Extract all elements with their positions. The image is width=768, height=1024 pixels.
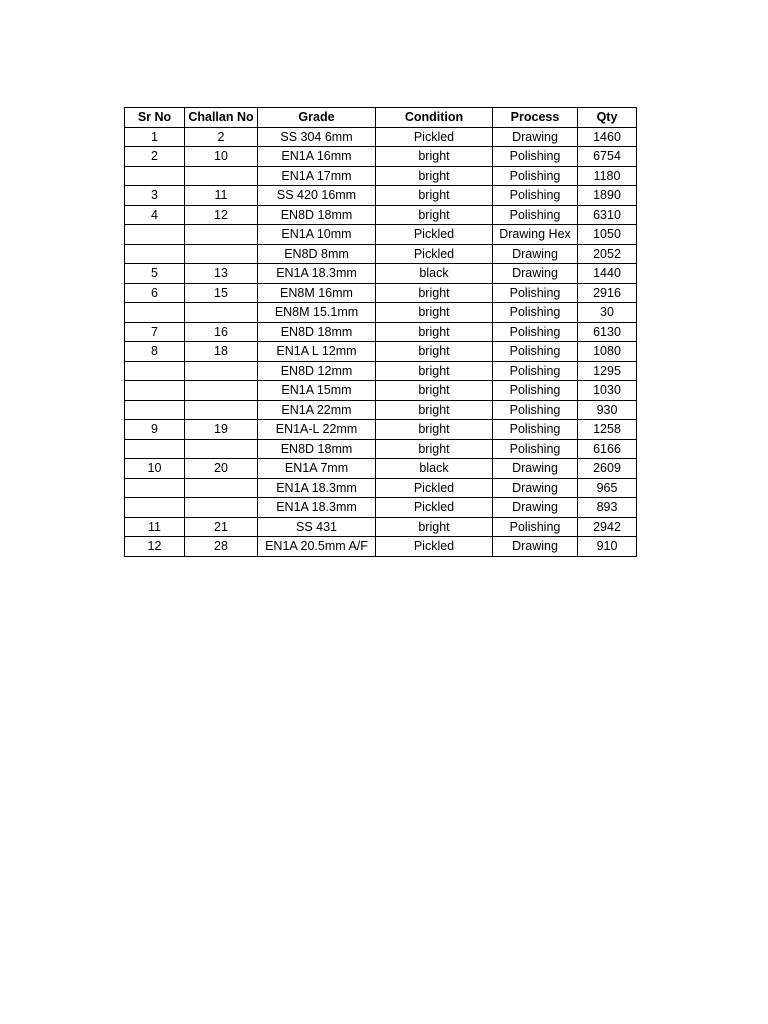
cell-challan-no: 20 xyxy=(185,459,258,479)
table-row xyxy=(125,459,637,479)
cell-challan-no xyxy=(185,381,258,401)
cell-condition: bright xyxy=(376,439,493,459)
cell-qty: 1080 xyxy=(578,342,637,362)
cell-condition: bright xyxy=(376,166,493,186)
cell-grade: SS 431 xyxy=(258,517,376,537)
cell-process: Polishing xyxy=(493,361,578,381)
cell-qty: 2052 xyxy=(578,244,637,264)
header-qty: Qty xyxy=(578,108,637,128)
cell-qty: 6130 xyxy=(578,322,637,342)
cell-process: Polishing xyxy=(493,381,578,401)
header-process: Process xyxy=(493,108,578,128)
table-row xyxy=(125,205,637,225)
cell-condition: bright xyxy=(376,205,493,225)
table-row xyxy=(125,147,637,167)
cell-process: Polishing xyxy=(493,439,578,459)
cell-grade: EN8D 18mm xyxy=(258,205,376,225)
cell-sr-no: 11 xyxy=(125,517,185,537)
cell-condition: bright xyxy=(376,303,493,323)
cell-challan-no xyxy=(185,166,258,186)
table-row xyxy=(125,283,637,303)
cell-grade: EN8D 8mm xyxy=(258,244,376,264)
cell-qty: 6754 xyxy=(578,147,637,167)
cell-sr-no xyxy=(125,166,185,186)
cell-condition: bright xyxy=(376,420,493,440)
cell-qty: 1295 xyxy=(578,361,637,381)
cell-qty: 2916 xyxy=(578,283,637,303)
table-row xyxy=(125,478,637,498)
cell-condition: black xyxy=(376,459,493,479)
cell-qty: 1258 xyxy=(578,420,637,440)
table-row xyxy=(125,439,637,459)
cell-grade: EN1A 18.3mm xyxy=(258,264,376,284)
cell-grade: EN8D 18mm xyxy=(258,322,376,342)
cell-sr-no: 2 xyxy=(125,147,185,167)
cell-qty: 6310 xyxy=(578,205,637,225)
cell-sr-no: 8 xyxy=(125,342,185,362)
cell-qty: 30 xyxy=(578,303,637,323)
cell-challan-no xyxy=(185,498,258,518)
cell-challan-no: 15 xyxy=(185,283,258,303)
cell-qty: 965 xyxy=(578,478,637,498)
table-row xyxy=(125,244,637,264)
cell-grade: EN8D 12mm xyxy=(258,361,376,381)
cell-grade: SS 304 6mm xyxy=(258,127,376,147)
cell-qty: 1440 xyxy=(578,264,637,284)
cell-challan-no: 19 xyxy=(185,420,258,440)
cell-condition: bright xyxy=(376,283,493,303)
cell-challan-no: 11 xyxy=(185,186,258,206)
cell-qty: 6166 xyxy=(578,439,637,459)
cell-sr-no: 6 xyxy=(125,283,185,303)
table-row xyxy=(125,127,637,147)
header-challan-no: Challan No xyxy=(185,108,258,128)
header-sr-no: Sr No xyxy=(125,108,185,128)
cell-process: Drawing Hex xyxy=(493,225,578,245)
cell-grade: EN8D 18mm xyxy=(258,439,376,459)
table-row xyxy=(125,322,637,342)
cell-challan-no xyxy=(185,478,258,498)
table-row xyxy=(125,537,637,557)
cell-challan-no: 2 xyxy=(185,127,258,147)
cell-process: Drawing xyxy=(493,127,578,147)
cell-sr-no: 7 xyxy=(125,322,185,342)
cell-process: Polishing xyxy=(493,205,578,225)
cell-condition: bright xyxy=(376,381,493,401)
cell-process: Polishing xyxy=(493,283,578,303)
cell-condition: bright xyxy=(376,147,493,167)
cell-qty: 910 xyxy=(578,537,637,557)
cell-grade: EN8M 16mm xyxy=(258,283,376,303)
cell-challan-no: 12 xyxy=(185,205,258,225)
table-row xyxy=(125,166,637,186)
table-row xyxy=(125,517,637,537)
cell-condition: black xyxy=(376,264,493,284)
cell-process: Drawing xyxy=(493,459,578,479)
cell-grade: EN1A L 12mm xyxy=(258,342,376,362)
cell-qty: 1890 xyxy=(578,186,637,206)
table-row xyxy=(125,420,637,440)
cell-condition: bright xyxy=(376,517,493,537)
cell-condition: bright xyxy=(376,322,493,342)
cell-qty: 2609 xyxy=(578,459,637,479)
cell-grade: EN1A 10mm xyxy=(258,225,376,245)
cell-grade: EN1A 7mm xyxy=(258,459,376,479)
cell-qty: 2942 xyxy=(578,517,637,537)
table-row xyxy=(125,225,637,245)
cell-grade: EN1A 18.3mm xyxy=(258,478,376,498)
table-row xyxy=(125,264,637,284)
cell-sr-no: 4 xyxy=(125,205,185,225)
cell-sr-no xyxy=(125,381,185,401)
cell-sr-no xyxy=(125,303,185,323)
cell-condition: Pickled xyxy=(376,127,493,147)
cell-process: Polishing xyxy=(493,303,578,323)
cell-process: Drawing xyxy=(493,244,578,264)
cell-process: Drawing xyxy=(493,264,578,284)
cell-grade: SS 420 16mm xyxy=(258,186,376,206)
cell-process: Polishing xyxy=(493,186,578,206)
cell-challan-no xyxy=(185,400,258,420)
cell-condition: bright xyxy=(376,342,493,362)
cell-grade: EN1A 16mm xyxy=(258,147,376,167)
table-row xyxy=(125,342,637,362)
challan-table xyxy=(124,107,637,557)
table-header xyxy=(125,108,637,128)
cell-challan-no xyxy=(185,244,258,264)
cell-sr-no xyxy=(125,498,185,518)
header-row xyxy=(125,108,637,128)
cell-process: Polishing xyxy=(493,517,578,537)
cell-challan-no: 10 xyxy=(185,147,258,167)
cell-condition: Pickled xyxy=(376,478,493,498)
cell-sr-no xyxy=(125,361,185,381)
cell-sr-no xyxy=(125,478,185,498)
cell-condition: Pickled xyxy=(376,244,493,264)
cell-challan-no: 18 xyxy=(185,342,258,362)
cell-grade: EN1A 22mm xyxy=(258,400,376,420)
cell-condition: Pickled xyxy=(376,537,493,557)
cell-grade: EN1A 17mm xyxy=(258,166,376,186)
cell-sr-no xyxy=(125,225,185,245)
cell-sr-no: 3 xyxy=(125,186,185,206)
cell-process: Polishing xyxy=(493,147,578,167)
cell-process: Polishing xyxy=(493,400,578,420)
table-row xyxy=(125,303,637,323)
cell-condition: Pickled xyxy=(376,498,493,518)
cell-grade: EN1A 15mm xyxy=(258,381,376,401)
cell-qty: 1180 xyxy=(578,166,637,186)
cell-sr-no: 10 xyxy=(125,459,185,479)
cell-sr-no: 12 xyxy=(125,537,185,557)
cell-sr-no: 9 xyxy=(125,420,185,440)
header-condition: Condition xyxy=(376,108,493,128)
cell-qty: 893 xyxy=(578,498,637,518)
cell-challan-no xyxy=(185,439,258,459)
table-row xyxy=(125,186,637,206)
cell-qty: 930 xyxy=(578,400,637,420)
cell-grade: EN1A-L 22mm xyxy=(258,420,376,440)
cell-qty: 1050 xyxy=(578,225,637,245)
cell-process: Drawing xyxy=(493,537,578,557)
cell-grade: EN8M 15.1mm xyxy=(258,303,376,323)
cell-challan-no: 21 xyxy=(185,517,258,537)
cell-challan-no: 28 xyxy=(185,537,258,557)
cell-sr-no xyxy=(125,439,185,459)
cell-condition: bright xyxy=(376,186,493,206)
cell-challan-no xyxy=(185,361,258,381)
cell-sr-no: 5 xyxy=(125,264,185,284)
cell-process: Drawing xyxy=(493,478,578,498)
cell-qty: 1030 xyxy=(578,381,637,401)
table-row xyxy=(125,400,637,420)
table-row xyxy=(125,361,637,381)
cell-challan-no xyxy=(185,225,258,245)
cell-process: Polishing xyxy=(493,166,578,186)
cell-sr-no xyxy=(125,400,185,420)
cell-qty: 1460 xyxy=(578,127,637,147)
cell-condition: bright xyxy=(376,400,493,420)
header-grade: Grade xyxy=(258,108,376,128)
cell-grade: EN1A 20.5mm A/F xyxy=(258,537,376,557)
table-row xyxy=(125,498,637,518)
table-body xyxy=(125,127,637,556)
cell-sr-no xyxy=(125,244,185,264)
cell-challan-no: 13 xyxy=(185,264,258,284)
cell-challan-no xyxy=(185,303,258,323)
cell-grade: EN1A 18.3mm xyxy=(258,498,376,518)
cell-process: Polishing xyxy=(493,342,578,362)
cell-sr-no: 1 xyxy=(125,127,185,147)
cell-challan-no: 16 xyxy=(185,322,258,342)
table-row xyxy=(125,381,637,401)
cell-condition: bright xyxy=(376,361,493,381)
cell-condition: Pickled xyxy=(376,225,493,245)
cell-process: Polishing xyxy=(493,322,578,342)
cell-process: Drawing xyxy=(493,498,578,518)
cell-process: Polishing xyxy=(493,420,578,440)
